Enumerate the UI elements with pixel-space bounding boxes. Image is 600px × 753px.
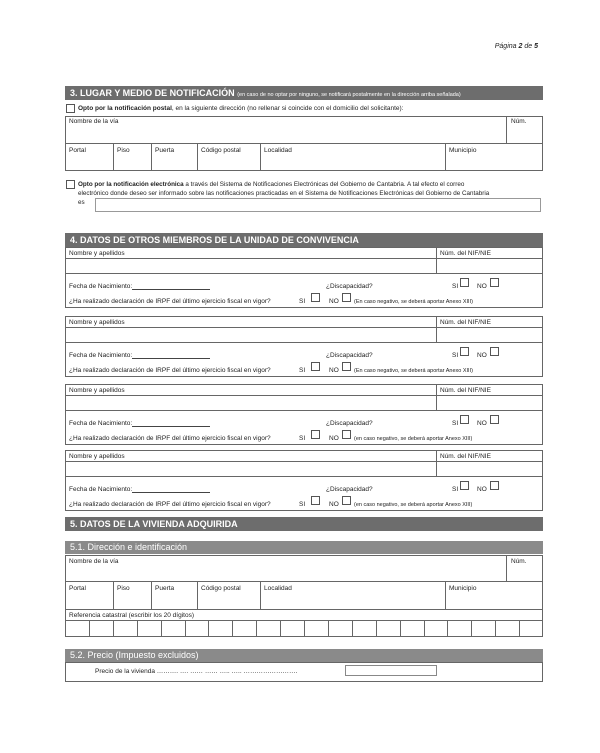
member-2-disability-label: ¿Discapacidad? — [326, 352, 373, 359]
cadastral-digit-cell[interactable] — [114, 621, 136, 636]
member-3-irpf-label: ¿Ha realizado declaración de IRPF del último ejercicio fiscal en vigor? — [69, 435, 271, 442]
member-3-disability-no-checkbox[interactable] — [490, 415, 499, 424]
member-4-disability-no-checkbox[interactable] — [490, 481, 499, 490]
member-3-disability-label: ¿Discapacidad? — [326, 420, 373, 427]
page-number: Página 2 de 5 — [494, 43, 538, 50]
electronic-checkbox[interactable] — [66, 180, 75, 189]
cadastral-digit-cell[interactable] — [425, 621, 447, 636]
member-2-nif-label: Núm. del NIF/NIE — [440, 319, 491, 326]
cp-label: Código postal — [201, 147, 241, 154]
member-4-irpf-no-label: NO — [329, 501, 339, 508]
subsection-5-1-header: 5.1. Dirección e identificación — [65, 541, 543, 554]
member-1-irpf-yes-label: SI — [299, 298, 306, 305]
member-3-disability-no-label: NO — [477, 420, 487, 427]
member-3-nif-field[interactable] — [437, 396, 542, 410]
member-3-irpf-note: (en caso negativo, se deberá aportar Anexo XIII) — [354, 436, 473, 442]
member-3-name-field[interactable] — [66, 396, 435, 410]
puerta-label: Puerta — [155, 147, 175, 154]
member-3-disability-yes-checkbox[interactable] — [460, 415, 469, 424]
member-2-birth-field[interactable] — [132, 352, 210, 359]
member-4-nif-label: Núm. del NIF/NIE — [440, 453, 491, 460]
cadastral-digit-cell[interactable] — [257, 621, 279, 636]
member-4-birth-label: Fecha de Nacimiento: — [69, 486, 210, 493]
subsection-5-2-header: 5.2. Precio (Impuesto excluidos) — [65, 649, 543, 662]
cadastral-digit-cell[interactable] — [377, 621, 399, 636]
via-label: Nombre de la vía — [69, 118, 119, 125]
cadastral-digit-cell[interactable] — [329, 621, 351, 636]
member-2-disability-yes-checkbox[interactable] — [460, 347, 469, 356]
member-1-birth-field[interactable] — [132, 283, 210, 290]
cadastral-digit-cell[interactable] — [138, 621, 160, 636]
member-3-irpf-no-label: NO — [329, 435, 339, 442]
member-1-irpf-note: (En caso negativo, se deberá aportar Anexo XIII) — [354, 299, 473, 305]
member-4-irpf-yes-checkbox[interactable] — [311, 496, 320, 505]
localidad-label: Localidad — [264, 147, 292, 154]
member-2-nif-field[interactable] — [437, 328, 542, 342]
cadastral-digit-cell[interactable] — [66, 621, 88, 636]
member-2-disability-yes-label: SI — [452, 352, 459, 359]
dwelling-portal-label: Portal — [69, 585, 86, 592]
num-field[interactable] — [507, 127, 542, 142]
cadastral-ref-label: Referencia catastral (escribir los 20 dígitos) — [69, 612, 194, 619]
member-4-name-field[interactable] — [66, 462, 435, 476]
price-label: Precio de la vivienda ………. …. …… …… ….. ….. ……………………. — [95, 668, 298, 675]
member-2-irpf-yes-checkbox[interactable] — [311, 362, 320, 371]
member-1-irpf-no-checkbox[interactable] — [342, 293, 351, 302]
member-2-birth-label: Fecha de Nacimiento: — [69, 352, 210, 359]
dwelling-num-field[interactable] — [507, 567, 542, 581]
member-3-birth-label: Fecha de Nacimiento: — [69, 420, 210, 427]
member-2-name-field[interactable] — [66, 328, 435, 342]
cadastral-digit-cell[interactable] — [90, 621, 112, 636]
member-3-name-label: Nombre y apellidos — [69, 387, 125, 394]
cadastral-digit-cell[interactable] — [472, 621, 494, 636]
member-1-birth-label: Fecha de Nacimiento: — [69, 283, 210, 290]
member-1-irpf-no-label: NO — [329, 298, 339, 305]
cadastral-digit-cell[interactable] — [401, 621, 423, 636]
member-1-disability-yes-label: SI — [452, 283, 459, 290]
dwelling-cp-label: Código postal — [201, 585, 241, 592]
member-2-irpf-no-checkbox[interactable] — [342, 362, 351, 371]
dwelling-via-label: Nombre de la vía — [69, 558, 119, 565]
member-1-disability-no-checkbox[interactable] — [490, 278, 499, 287]
member-2-irpf-note: (En caso negativo, se deberá aportar Anexo XIII) — [354, 368, 473, 374]
member-2-name-label: Nombre y apellidos — [69, 319, 125, 326]
member-4-irpf-yes-label: SI — [299, 501, 306, 508]
cadastral-digit-cell[interactable] — [448, 621, 470, 636]
member-2-irpf-label: ¿Ha realizado declaración de IRPF del último ejercicio fiscal en vigor? — [69, 367, 271, 374]
cadastral-digit-cell[interactable] — [496, 621, 518, 636]
electronic-option-line1: Opto por la notificación electrónica a través del Sistema de Notificaciones Electrónicas del Gobierno de Cantabria. A tal efecto el correo — [78, 181, 465, 188]
member-1-irpf-label: ¿Ha realizado declaración de IRPF del último ejercicio fiscal en vigor? — [69, 298, 271, 305]
member-4-nif-field[interactable] — [437, 462, 542, 476]
dwelling-piso-label: Piso — [117, 585, 130, 592]
dwelling-puerta-label: Puerta — [155, 585, 175, 592]
cadastral-digit-cell[interactable] — [353, 621, 375, 636]
cadastral-digit-cell[interactable] — [162, 621, 184, 636]
member-2-irpf-yes-label: SI — [299, 367, 306, 374]
dwelling-localidad-label: Localidad — [264, 585, 292, 592]
member-4-name-label: Nombre y apellidos — [69, 453, 125, 460]
cadastral-digit-cell[interactable] — [186, 621, 208, 636]
member-2-disability-no-checkbox[interactable] — [490, 347, 499, 356]
member-1-nif-field[interactable] — [437, 259, 542, 273]
member-4-disability-yes-checkbox[interactable] — [460, 481, 469, 490]
member-2-irpf-no-label: NO — [329, 367, 339, 374]
member-4-disability-label: ¿Discapacidad? — [326, 486, 373, 493]
piso-label: Piso — [117, 147, 130, 154]
section-4-header: 4. DATOS DE OTROS MIEMBROS DE LA UNIDAD DE CONVIVENCIA — [65, 233, 543, 247]
member-3-irpf-yes-checkbox[interactable] — [311, 430, 320, 439]
postal-checkbox[interactable] — [66, 104, 75, 113]
member-4-irpf-label: ¿Ha realizado declaración de IRPF del último ejercicio fiscal en vigor? — [69, 501, 271, 508]
member-2-disability-no-label: NO — [477, 352, 487, 359]
dwelling-num-label: Núm. — [511, 558, 527, 565]
member-4-birth-field[interactable] — [132, 486, 210, 493]
member-3-nif-label: Núm. del NIF/NIE — [440, 387, 491, 394]
via-field[interactable] — [66, 127, 505, 142]
municipio-label: Municipio — [449, 147, 477, 154]
electronic-option-line2: electrónico donde deseo ser informado sobre las notificaciones practicadas en el Sistema de Notificaciones Electrónicas del Gobierno de Cantabria — [78, 190, 490, 197]
member-1-disability-label: ¿Discapacidad? — [326, 283, 373, 290]
price-field[interactable] — [345, 665, 437, 676]
dwelling-municipio-label: Municipio — [449, 585, 477, 592]
member-1-nif-label: Núm. del NIF/NIE — [440, 250, 491, 257]
member-1-name-field[interactable] — [66, 259, 435, 273]
email-field[interactable] — [95, 198, 541, 212]
member-3-disability-yes-label: SI — [452, 420, 459, 427]
member-4-disability-no-label: NO — [477, 486, 487, 493]
member-3-irpf-yes-label: SI — [299, 435, 306, 442]
member-4-irpf-note: (en caso negativo, se deberá aportar Anexo XIII) — [354, 502, 473, 508]
cadastral-digit-cell[interactable] — [520, 621, 542, 636]
section-5-header: 5. DATOS DE LA VIVIENDA ADQUIRIDA — [65, 517, 543, 531]
cadastral-digit-cell[interactable] — [305, 621, 327, 636]
portal-label: Portal — [69, 147, 86, 154]
member-1-name-label: Nombre y apellidos — [69, 250, 125, 257]
section-3-header: 3. LUGAR Y MEDIO DE NOTIFICACIÓN (en caso de no optar por ninguno, se notificará postalmente en la dirección arriba señalada) — [65, 86, 543, 100]
member-4-disability-yes-label: SI — [452, 486, 459, 493]
num-label: Núm. — [511, 118, 527, 125]
member-1-disability-no-label: NO — [477, 283, 487, 290]
postal-option-label: Opto por la notificación postal, en la siguiente dirección (no rellenar si coincide con el domicilio del solicitante): — [78, 105, 404, 112]
cadastral-digit-cell[interactable] — [281, 621, 303, 636]
member-3-irpf-no-checkbox[interactable] — [342, 430, 351, 439]
cadastral-digit-cell[interactable] — [233, 621, 255, 636]
dwelling-via-field[interactable] — [66, 567, 505, 581]
member-1-disability-yes-checkbox[interactable] — [460, 278, 469, 287]
member-4-irpf-no-checkbox[interactable] — [342, 496, 351, 505]
cadastral-digit-cell[interactable] — [209, 621, 231, 636]
member-1-irpf-yes-checkbox[interactable] — [311, 293, 320, 302]
electronic-option-line3: es — [78, 199, 85, 206]
member-3-birth-field[interactable] — [132, 420, 210, 427]
